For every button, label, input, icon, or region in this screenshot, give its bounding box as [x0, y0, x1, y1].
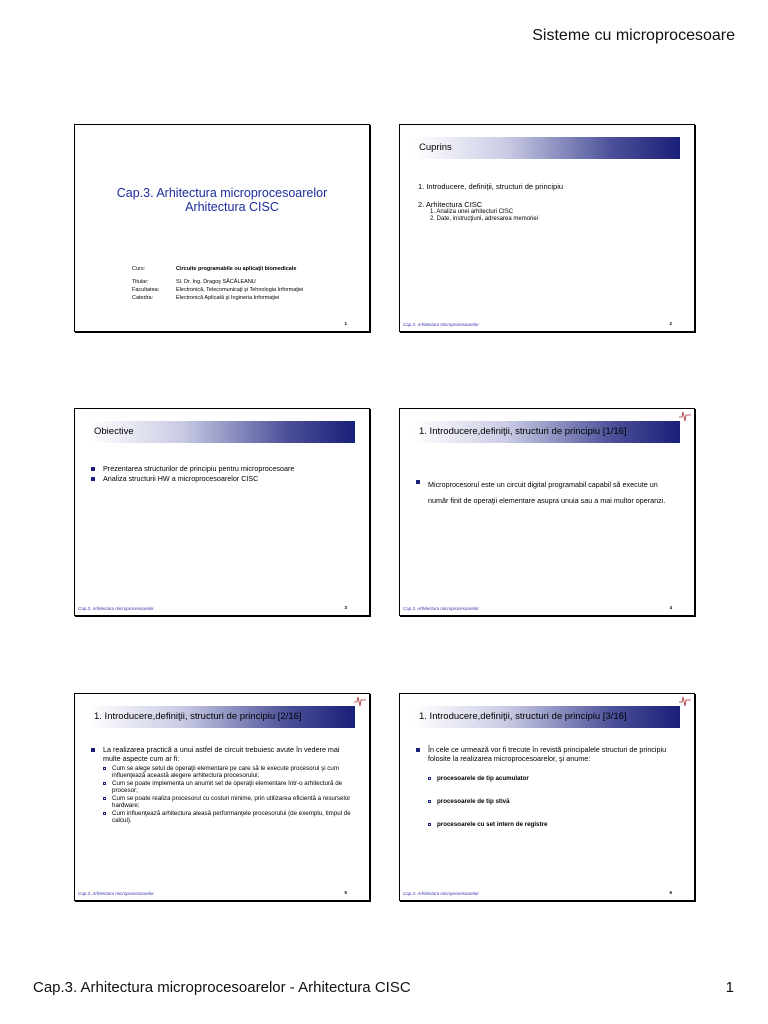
slide-4-intro — [399, 408, 695, 616]
bullet-list — [91, 745, 353, 825]
slide-number: 1 — [344, 321, 347, 326]
table-of-contents — [418, 182, 563, 223]
slide-heading: 1. Introducere,definiţii, structuri de principiu [2/16] — [89, 706, 355, 728]
logo-icon — [678, 409, 692, 423]
bullet-item: La realizarea practică a unui astfel de circuit trebuiesc avute în vedere mai multe aspecte cum ar fi: — [91, 745, 353, 763]
slide-footer-text: Cap.3. Arhitectura microprocesoarelor — [403, 891, 479, 896]
slide-footer-text: Cap.3. Arhitectura microprocesoarelor — [78, 606, 154, 611]
toc-item: 1. Introducere, definiţii, structuri de principiu — [418, 182, 564, 191]
bullet-item: Analiza structurii HW a microprocesoarelor CISC — [91, 474, 353, 483]
sub-item: procesoarele cu set intern de registre — [428, 821, 678, 828]
slide-footer-text: Cap.3. Arhitectura microprocesoarelor — [403, 322, 479, 327]
facultatea-value: Electronică, Telecomunicaţi şi Tehnologia Informaţiei — [176, 287, 304, 293]
sub-item: Cum se poate implementa un anumit set de operaţii elementare într-o arhitectură de procesor; — [103, 780, 353, 794]
sub-item: Cum influenţează arhitectura aleasă performanţele procesorului (de exemplu, timpul de calcul). — [103, 810, 353, 824]
bullet-list — [416, 745, 678, 844]
title-line-2: Arhitectura CISC — [185, 200, 279, 214]
slide-title — [75, 186, 369, 214]
page-header-title: Sisteme cu microprocesoare — [532, 27, 735, 44]
title-line-1: Cap.3. Arhitectura microprocesoarelor — [116, 186, 328, 200]
sub-list — [416, 775, 678, 828]
page-footer-title: Cap.3. Arhitectura microprocesoarelor - Arhitectura CISC — [33, 979, 411, 996]
curs-value: Circuite programabile ou aplicaţii biomedicale — [176, 266, 297, 272]
titular-label: Titular: — [132, 279, 149, 285]
toc-item: 2. Arhitectura CISC — [418, 200, 483, 209]
bullet-list — [91, 464, 353, 484]
logo-icon — [353, 694, 367, 708]
toc-subitem: 1. Analiza unei arhitecturi CISC — [430, 209, 514, 215]
bullet-list — [416, 477, 678, 510]
curs-label: Curs: — [132, 266, 146, 272]
sub-item: Cum se poate realiza procesorul cu costuri minime, prin utilizarea eficientă a resurselor hardware; — [103, 795, 353, 809]
bullet-item: Prezentarea structurilor de principiu pentru microprocesoare — [91, 464, 323, 473]
slide-heading: 1. Introducere,definiţii, structuri de principiu [1/16] — [414, 421, 680, 443]
slide-heading: Cuprins — [414, 137, 680, 159]
catedra-label: Catedra: — [132, 295, 154, 301]
toc-subitem: 2. Date, instrucţiuni, adresarea memoriei — [430, 216, 539, 222]
slide-number: 5 — [344, 890, 347, 895]
sub-item: Cum se alege setul de operaţii elementare pe care să le execute procesorul şi cum influenţează această alegere arhitectura procesorului; — [103, 765, 353, 779]
bullet-item: Microprocesorul este un circuit digital programabil capabil să execute un număr finit de operaţii elementare asupra unuia sau a mai multor operanzi. — [416, 477, 678, 509]
slide-number: 2 — [669, 321, 672, 326]
sub-item: procesoarele de tip acumulator — [428, 775, 678, 782]
slide-5-intro — [74, 693, 370, 901]
bullet-item: În cele ce urmează vor fi trecute în revistă principalele structuri de principiu folosite la realizarea microprocesoarelor, şi anume: — [416, 745, 668, 763]
titular-value: Sl. Dr. Ing. Dragoş SĂCĂLEANU — [176, 279, 256, 285]
sub-list — [91, 765, 353, 824]
page-number: 1 — [725, 979, 734, 996]
slide-6-intro — [399, 693, 695, 901]
slide-footer-text: Cap.3. Arhitectura microprocesoarelor — [403, 606, 479, 611]
sub-item: procesoarele de tip stivă — [428, 798, 678, 805]
slide-number: 4 — [669, 605, 672, 610]
slide-2-cuprins — [399, 124, 695, 332]
logo-icon — [678, 694, 692, 708]
catedra-value: Electronică Aplicată şi Ingineria Informaţiei — [176, 295, 280, 301]
slide-number: 6 — [669, 890, 672, 895]
slide-3-obiective — [74, 408, 370, 616]
slide-footer-text: Cap.3. Arhitectura microprocesoarelor — [78, 891, 154, 896]
slide-heading: Obiective — [89, 421, 355, 443]
slide-1-title — [74, 124, 370, 332]
slide-heading: 1. Introducere,definiţii, structuri de principiu [3/16] — [414, 706, 680, 728]
course-info — [132, 265, 303, 302]
facultatea-label: Facultatea: — [132, 287, 160, 293]
slide-number: 3 — [344, 605, 347, 610]
